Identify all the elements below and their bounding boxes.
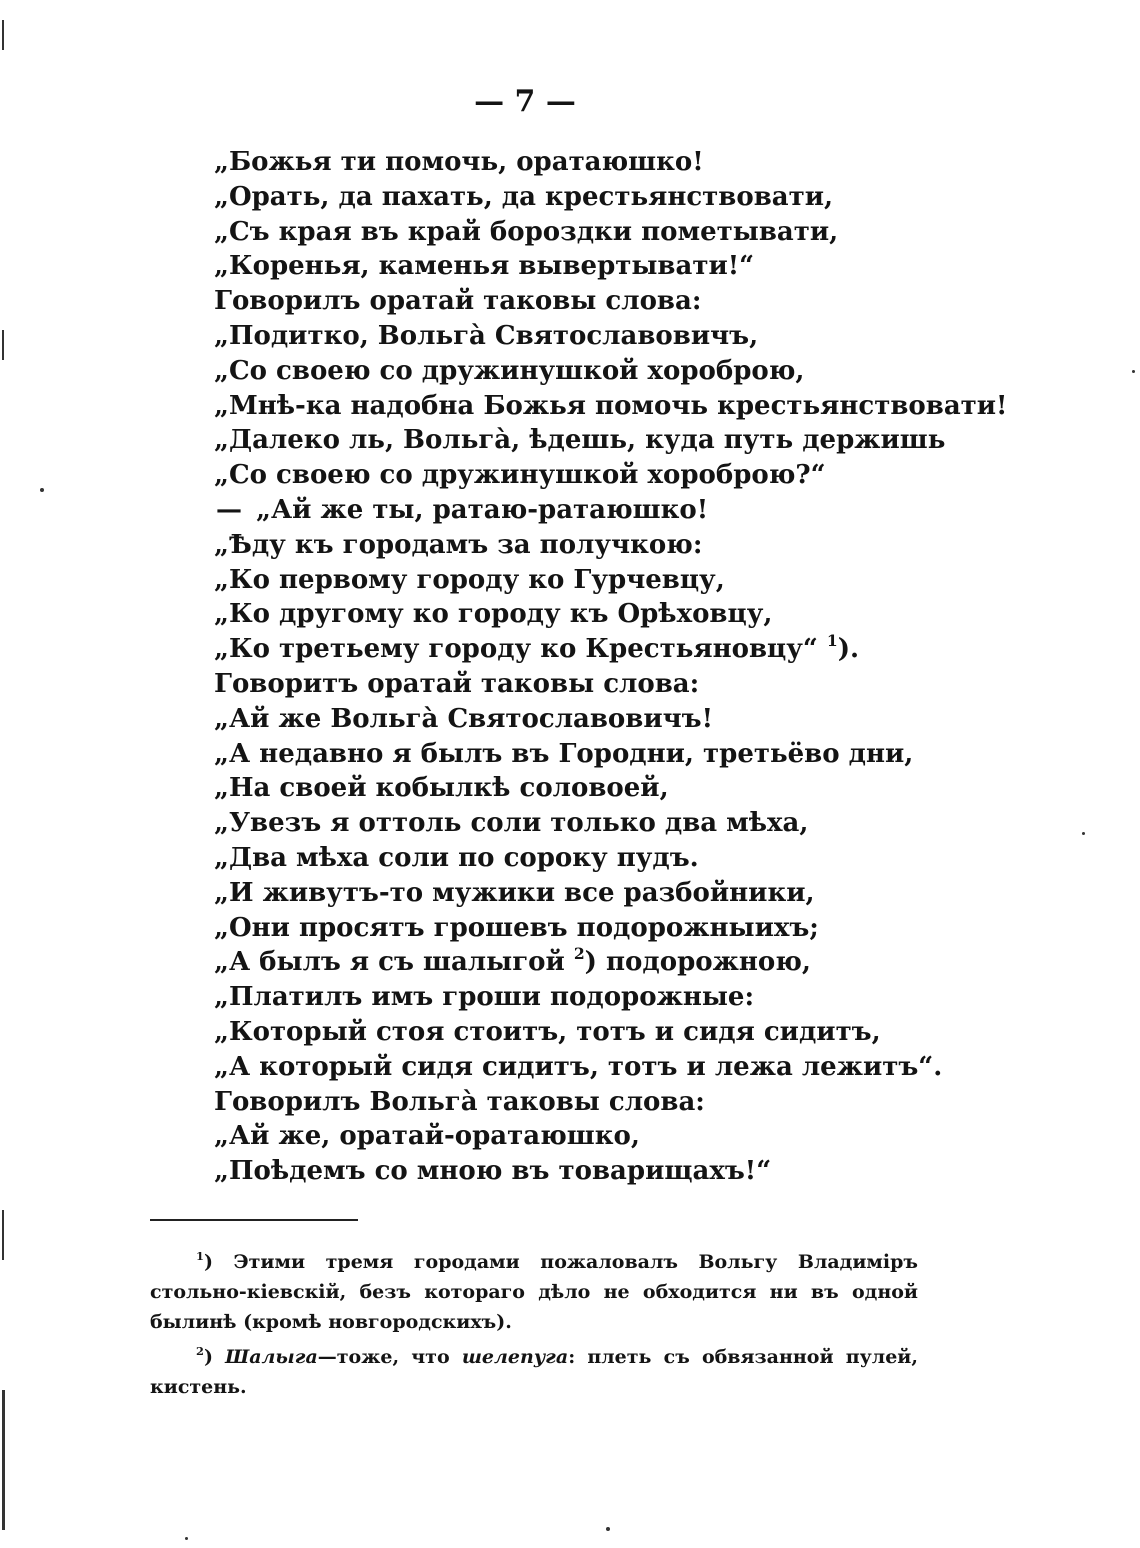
footnote-2-rest: : плеть съ обвязанной пулей, кистень.	[150, 1346, 918, 1398]
footnote-1	[150, 1247, 918, 1337]
footnote-2	[150, 1342, 918, 1402]
scan-edge-line	[2, 20, 4, 50]
poem-line: „И живутъ-то мужики все разбойники,	[214, 877, 815, 908]
poem-line: „Далеко ль, Вольга̀, ѣдешь, куда путь держишь	[214, 425, 946, 456]
poem-line-footnote-2	[214, 945, 1007, 980]
poem-line: „Со своею со дружинушкой хороброю?“	[214, 460, 826, 491]
poem-line: „Со своею со дружинушкой хороброю,	[214, 355, 805, 386]
poem-line: Говорилъ Вольга̀ таковы слова:	[214, 1086, 705, 1117]
footnote-1-text: ) Этими тремя городами пожаловалъ Вольгу Владиміръ стольно-кіевскій, безъ котораго дѣло не обходится ни въ одной былинѣ (кромѣ новгородскихъ).	[150, 1251, 918, 1333]
footnote-marker-2: 2	[196, 1343, 204, 1358]
footnote-2-term: Шалыга	[225, 1346, 318, 1368]
poem-line: „Увезъ я оттоль соли только два мѣха,	[214, 808, 809, 839]
poem-line-footnote-1	[214, 632, 1007, 667]
page-number: — 7 —	[474, 84, 576, 119]
footnote-ref-2[interactable]: 2	[573, 944, 585, 964]
footnote-marker-1: 1	[196, 1248, 204, 1263]
em-dash: —	[216, 494, 242, 525]
poem-line-tail: ) подорожною,	[584, 947, 811, 978]
poem-text	[214, 145, 1007, 1189]
poem-line: „Ко первому городу ко Гурчевцу,	[214, 564, 725, 595]
poem-line: „А недавно я былъ въ Городни, третьёво дни,	[214, 738, 914, 769]
scan-edge-line	[2, 330, 4, 360]
footnotes	[150, 1247, 918, 1402]
poem-line: „Ѣду къ городамъ за получкою:	[214, 529, 703, 560]
poem-line: „Коренья, каменья вывертывати!“	[214, 251, 755, 282]
poem-line: „Съ края въ край бороздки пометывати,	[214, 216, 839, 247]
poem-line: „Ай же Вольга̀ Святославовичъ!	[214, 703, 714, 734]
footnote-2-open: )	[203, 1346, 226, 1368]
poem-line: „Платилъ имъ гроши подорожные:	[214, 982, 755, 1013]
poem-line: „Два мѣха соли по сороку пудъ.	[214, 842, 699, 873]
poem-line: Говоритъ оратай таковы слова:	[214, 668, 700, 699]
poem-line: „Орать, да пахать, да крестьянствовати,	[214, 181, 834, 212]
scan-speck	[1082, 832, 1085, 835]
footnote-ref-1[interactable]: 1	[826, 630, 838, 650]
scan-speck	[185, 1537, 188, 1540]
poem-line-dash	[216, 493, 1007, 528]
poem-line-tail: ).	[837, 634, 860, 665]
poem-line-text: „Ай же ты, ратаю-ратаюшко!	[256, 494, 709, 525]
scan-edge-line	[2, 1390, 5, 1530]
footnote-2-term-2: шелепуга	[461, 1346, 569, 1368]
poem-line: „Они просятъ грошевъ подорожныихъ;	[214, 912, 819, 943]
scan-speck	[40, 488, 44, 492]
poem-line: „Мнѣ-ка надобна Божья помочь крестьянствовати!	[214, 390, 1008, 421]
poem-line: „Который стоя стоитъ, тотъ и сидя сидитъ,	[214, 1016, 881, 1047]
poem-line-text: „А былъ я съ шалыгой	[214, 947, 565, 978]
scan-speck	[606, 1527, 610, 1531]
poem-line: Говорилъ оратай таковы слова:	[214, 286, 702, 317]
poem-line: „А который сидя сидитъ, тотъ и лежа лежитъ“.	[214, 1051, 943, 1082]
scan-edge-line	[2, 1210, 4, 1260]
poem-line: „Поѣдемъ со мною въ товарищахъ!“	[214, 1156, 772, 1187]
poem-line: „Ко другому ко городу къ Орѣховцу,	[214, 599, 773, 630]
poem-line: „Божья ти помочь, оратаюшко!	[214, 147, 704, 177]
poem-line: „Ай же, оратай-оратаюшко,	[214, 1121, 640, 1152]
footnote-2-dash-text: —тоже, что	[317, 1346, 462, 1368]
poem-line-text: „Ко третьему городу ко Крестьяновцу“	[214, 634, 818, 665]
poem-line: „На своей кобылкѣ соловоей,	[214, 773, 669, 804]
poem-line: „Подитко, Вольга̀ Святославовичъ,	[214, 320, 759, 351]
scan-speck	[1132, 370, 1135, 373]
footnote-divider	[150, 1219, 358, 1221]
